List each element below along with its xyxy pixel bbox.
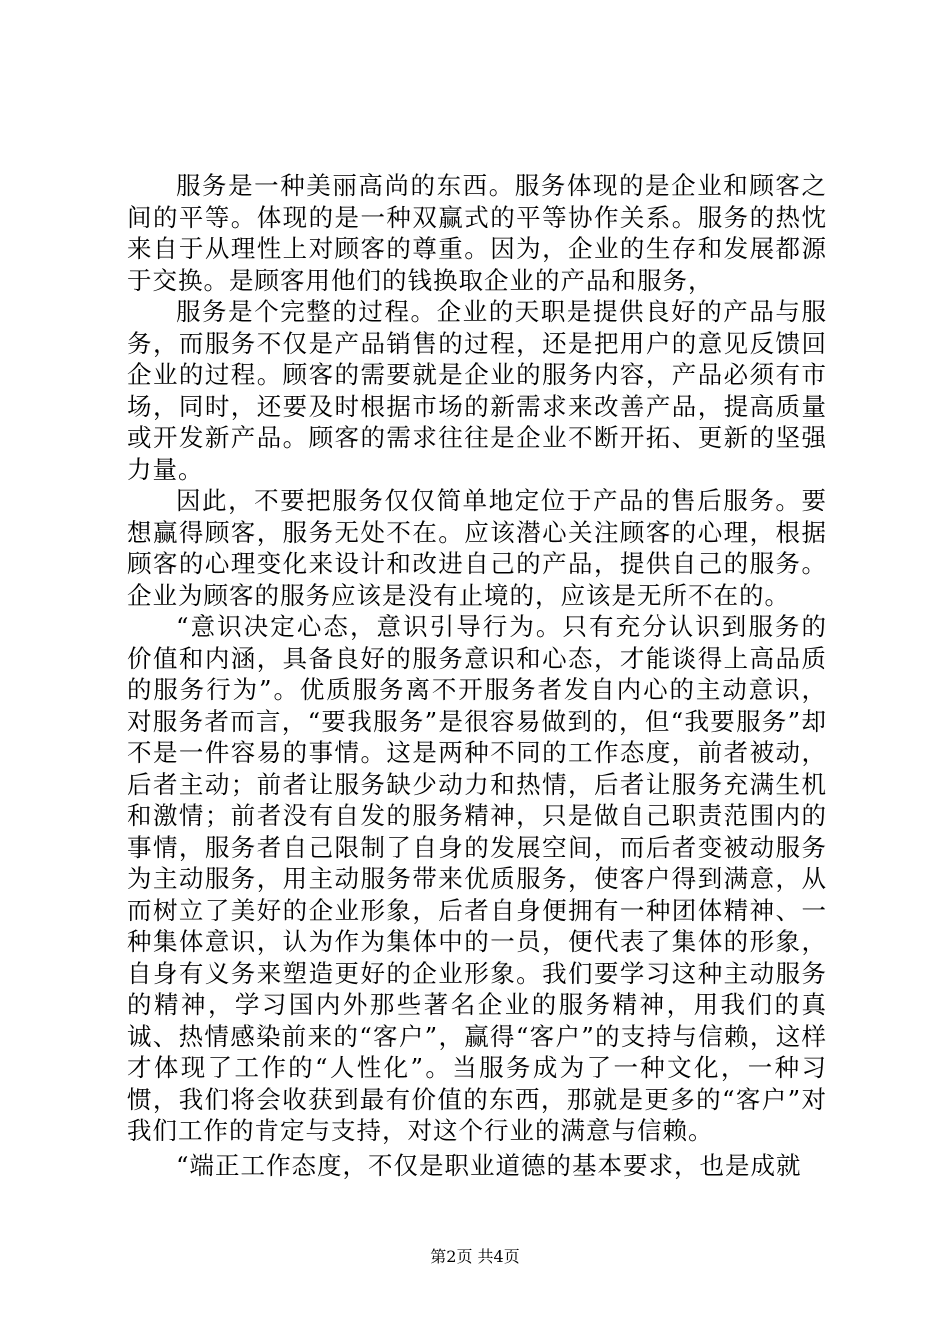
trailing-section xyxy=(127,1150,827,1182)
paragraph-2: 服务是个完整的过程。企业的天职是提供良好的产品与服务，而服务不仅是产品销售的过程，还是把用户的意见反馈回企业的过程。顾客的需要就是企业的服务内容，产品必须有市场，同时，还要及时根据市场的新需求来改善产品，提高质量或开发新产品。顾客的需求往往是企业不断开拓、更新的坚强力量。 xyxy=(127,297,827,484)
paragraph-4: “意识决定心态，意识引导行为。只有充分认识到服务的价值和内涵，具备良好的服务意识和心态，才能谈得上高品质的服务行为”。优质服务离不开服务者发自内心的主动意识，对服务者而言，“要我服务”是很容易做到的，但“我要服务”却不是一件容易的事情。这是两种不同的工作态度，前者被动，后者主动；前者让服务缺少动力和热情，后者让服务充满生机和激情；前者没有自发的服务精神，只是做自己职责范围内的事情，服务者自己限制了自身的发展空间，而后者变被动服务为主动服务，用主动服务带来优质服务，使客户得到满意，从而树立了美好的企业形象，后者自身便拥有一种团体精神、一种集体意识，认为作为集体中的一员，便代表了集体的形象，自身有义务来塑造更好的企业形象。我们要学习这种主动服务的精神，学习国内外那些著名企业的服务精神，用我们的真诚、热情感染前来的“客户”，赢得“客户”的支持与信赖，这样才体现了工作的“人性化”。当服务成为了一种文化，一种习惯，我们将会收获到最有价值的东西，那就是更多的“客户”对我们工作的肯定与支持，对这个行业的满意与信赖。 xyxy=(127,612,827,1145)
paragraph-3: 因此，不要把服务仅仅简单地定位于产品的售后服务。要想赢得顾客，服务无处不在。应该潜心关注顾客的心理，根据顾客的心理变化来设计和改进自己的产品，提供自己的服务。企业为顾客的服务应该是没有止境的，应该是无所不在的。 xyxy=(127,486,827,610)
document-body xyxy=(127,170,827,1147)
page-footer: 第2页 共4页 xyxy=(430,1247,520,1266)
paragraph-1: 服务是一种美丽高尚的东西。服务体现的是企业和顾客之间的平等。体现的是一种双赢式的平等协作关系。服务的热忱来自于从理性上对顾客的尊重。因为，企业的生存和发展都源于交换。是顾客用他们的钱换取企业的产品和服务， xyxy=(127,171,827,295)
paragraph-5: “端正工作态度，不仅是职业道德的基本要求，也是成就 xyxy=(176,1151,802,1180)
